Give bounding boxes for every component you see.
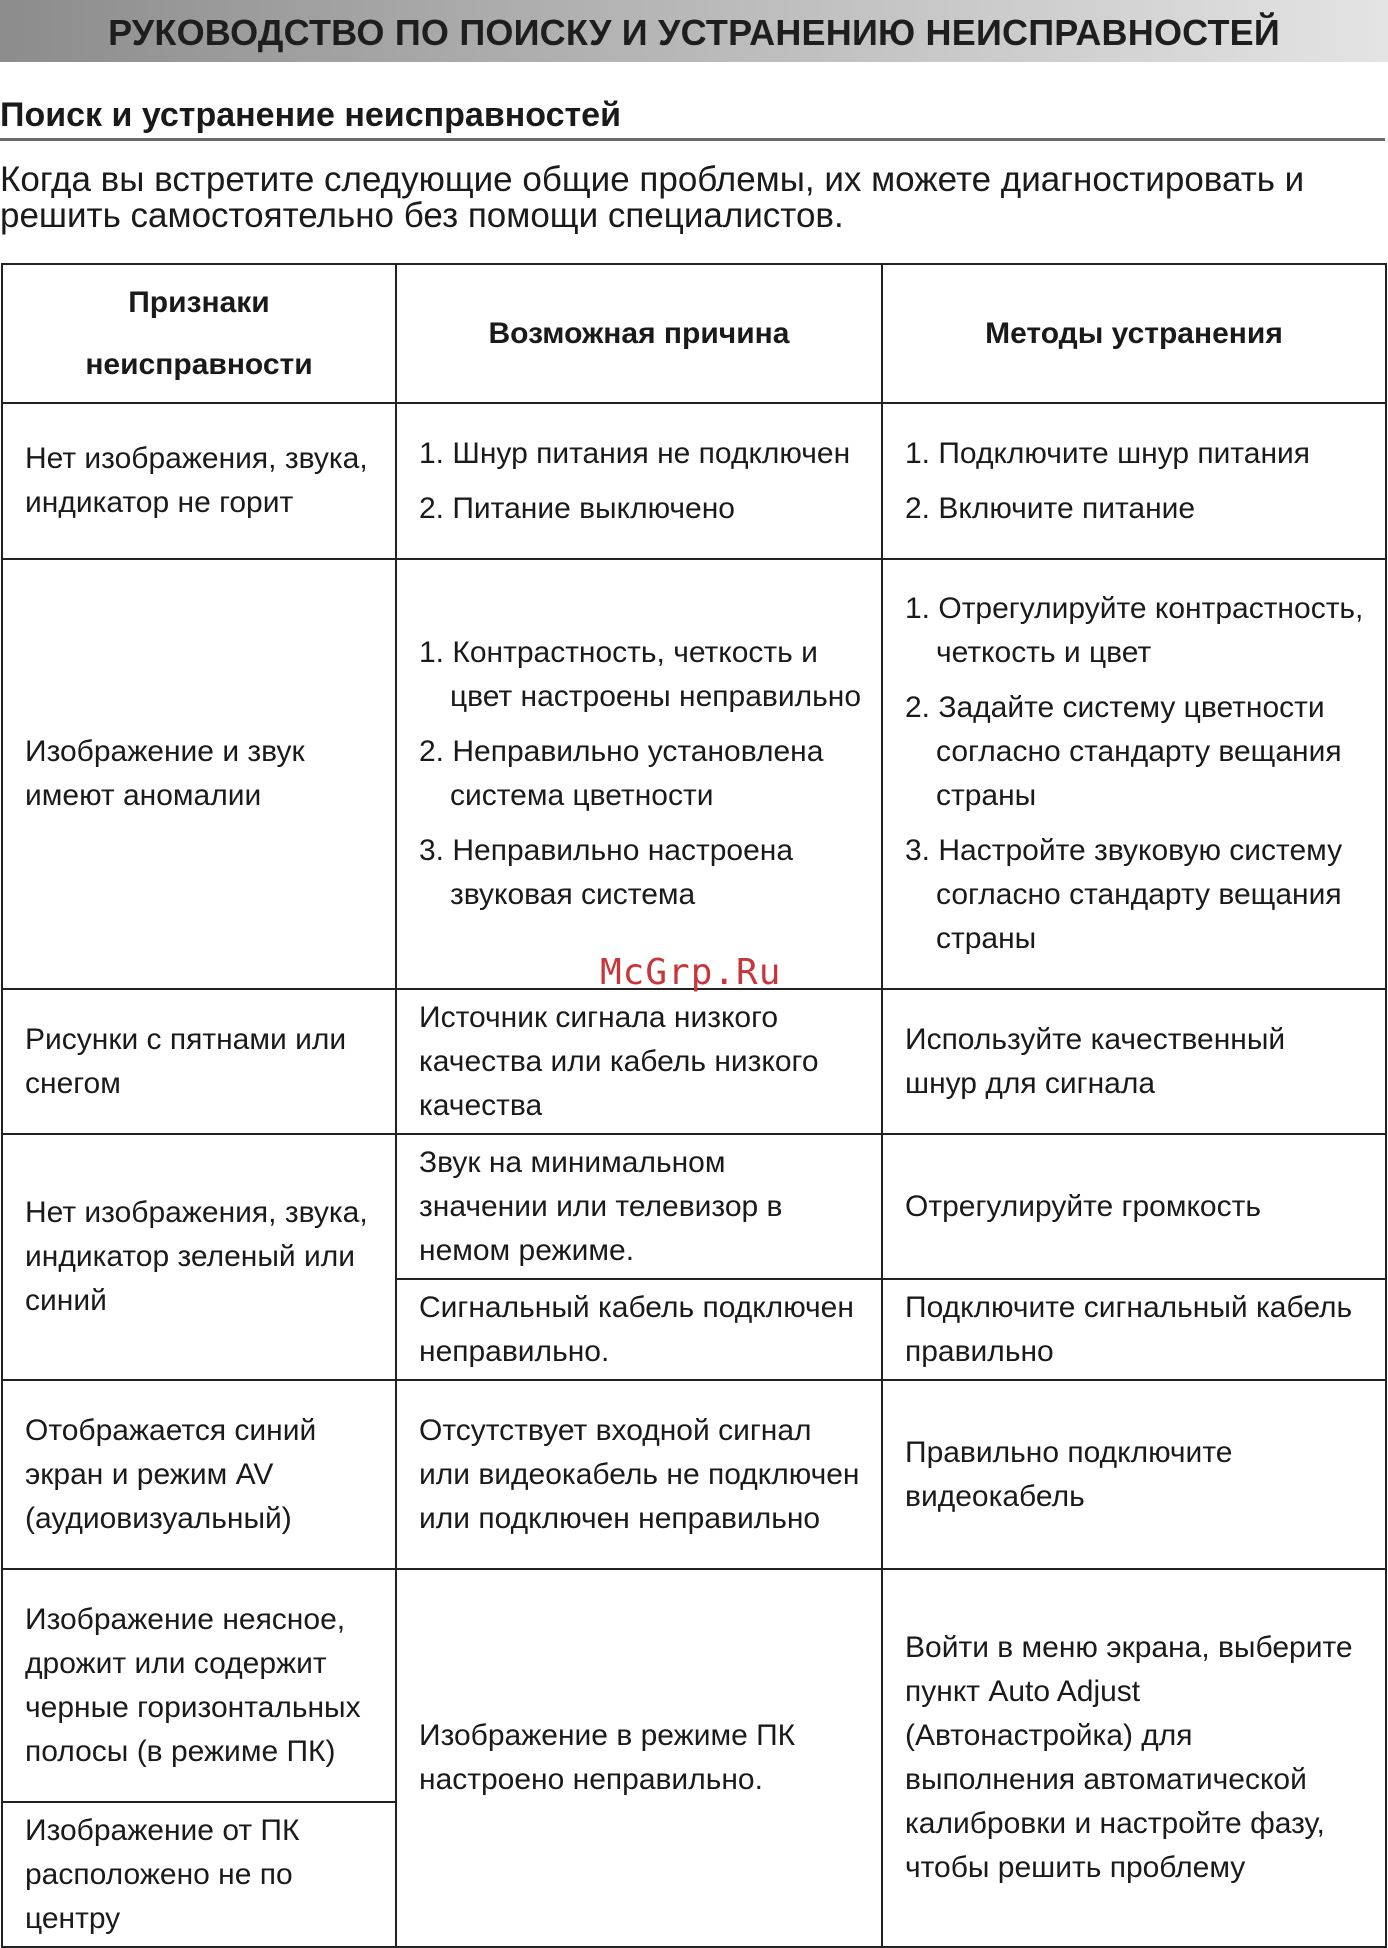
section-title: Поиск и устранение неисправностей <box>0 96 621 134</box>
symptom-cell: Отображается синий экран и режим AV (аудиовизуальный) <box>2 1380 396 1569</box>
method-item: 2. Включите питание <box>905 491 1196 525</box>
method-cell <box>882 559 1386 989</box>
header-symptoms-line2: неисправности <box>85 347 313 381</box>
cause-item: 1. Шнур питания не подключен <box>419 436 851 470</box>
header-symptoms <box>2 264 396 403</box>
cause-cell <box>396 403 882 559</box>
cause-item: 2. Неправильно установлена система цветности <box>419 735 824 812</box>
method-item: 2. Задайте систему цветности согласно стандарту вещания страны <box>905 691 1342 812</box>
method-item: 1. Подключите шнур питания <box>905 436 1311 470</box>
cause-item: 3. Неправильно настроена звуковая система <box>419 834 794 911</box>
watermark: McGrp.Ru <box>600 952 782 993</box>
symptom-cell: Изображение и звук имеют аномалии <box>2 559 396 989</box>
table-row <box>2 403 1386 559</box>
cause-cell: Звук на минимальном значении или телевизор в немом режиме. <box>396 1134 882 1279</box>
header-methods: Методы устранения <box>882 264 1386 403</box>
cause-item: 1. Контрастность, четкость и цвет настроены неправильно <box>419 636 862 713</box>
header-cause: Возможная причина <box>396 264 882 403</box>
symptom-cell: Изображение неясное, дрожит или содержит черные горизонтальных полосы (в режиме ПК) <box>2 1569 396 1802</box>
method-cell <box>882 403 1386 559</box>
method-cell: Войти в меню экрана, выберите пункт Auto Adjust (Автонастройка) для выполнения автоматической калибровки и настройте фазу, чтобы решить проблему <box>882 1569 1386 1947</box>
method-item: 1. Отрегулируйте контрастность, четкость и цвет <box>905 592 1364 669</box>
intro-paragraph: Когда вы встретите следующие общие проблемы, их можете диагностировать и решить самостоятельно без помощи специалистов. <box>0 160 1305 235</box>
cause-cell: Сигнальный кабель подключен неправильно. <box>396 1279 882 1380</box>
symptom-cell: Изображение от ПК расположено не по центру <box>2 1802 396 1947</box>
cause-cell <box>396 559 882 989</box>
table-row <box>2 1134 1386 1279</box>
method-cell: Подключите сигнальный кабель правильно <box>882 1279 1386 1380</box>
symptom-cell: Рисунки с пятнами или снегом <box>2 989 396 1134</box>
cause-cell: Отсутствует входной сигнал или видеокабель не подключен или подключен неправильно <box>396 1380 882 1569</box>
table-row <box>2 1380 1386 1569</box>
cause-cell: Источник сигнала низкого качества или кабель низкого качества <box>396 989 882 1134</box>
cause-cell: Изображение в режиме ПК настроено неправильно. <box>396 1569 882 1947</box>
header-symptoms-line1: Признаки <box>128 285 270 319</box>
method-cell: Отрегулируйте громкость <box>882 1134 1386 1279</box>
section-divider <box>0 138 1385 141</box>
method-cell: Используйте качественный шнур для сигнала <box>882 989 1386 1134</box>
table-row <box>2 559 1386 989</box>
cause-item: 2. Питание выключено <box>419 491 735 525</box>
method-cell: Правильно подключите видеокабель <box>882 1380 1386 1569</box>
table-row <box>2 989 1386 1134</box>
symptom-cell: Нет изображения, звука, индикатор не горит <box>2 403 396 559</box>
method-item: 3. Настройте звуковую систему согласно стандарту вещания страны <box>905 834 1343 955</box>
table-row <box>2 1569 1386 1802</box>
troubleshooting-table <box>1 263 1387 1948</box>
symptom-cell: Нет изображения, звука, индикатор зеленый или синий <box>2 1134 396 1380</box>
table-header-row <box>2 264 1386 403</box>
document-title: РУКОВОДСТВО ПО ПОИСКУ И УСТРАНЕНИЮ НЕИСПРАВНОСТЕЙ <box>108 12 1280 53</box>
